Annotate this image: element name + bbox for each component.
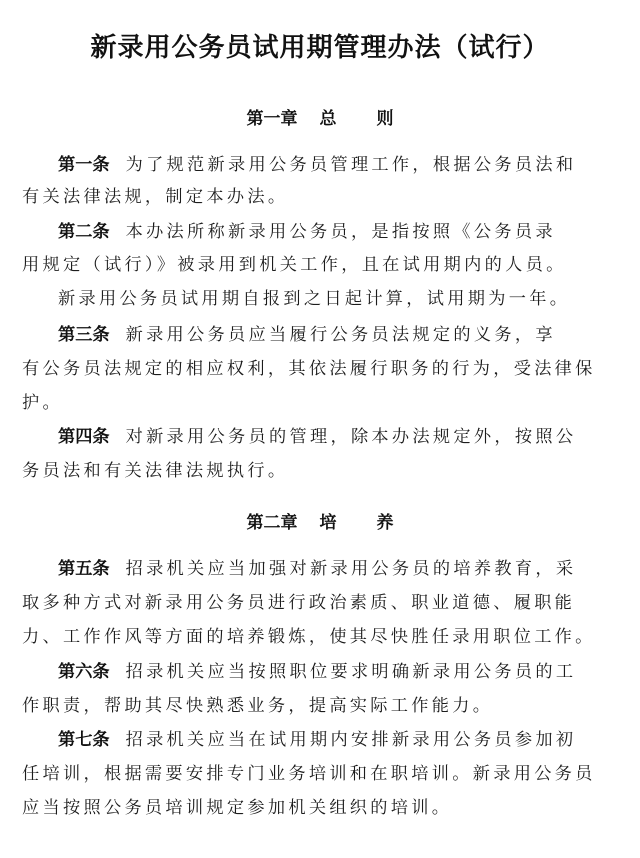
article-line: 任培训，根据需要安排专门业务培训和在职培训。新录用公务员 xyxy=(22,764,596,784)
article-line xyxy=(58,150,640,175)
article-text: 新录用公务员应当履行公务员法规定的义务，享 xyxy=(125,325,556,345)
article-line xyxy=(58,657,640,682)
article-label: 第六条 xyxy=(58,662,110,682)
article-text: 招录机关应当在试用期内安排新录用公务员参加初 xyxy=(125,730,577,750)
article-text: 为了规范新录用公务员管理工作，根据公务员法和 xyxy=(125,155,577,175)
article-text: 招录机关应当加强对新录用公务员的培养教育，采 xyxy=(125,559,577,579)
article-label: 第三条 xyxy=(58,325,110,345)
article-label: 第五条 xyxy=(58,559,110,579)
article-line xyxy=(58,554,640,579)
article-label: 第四条 xyxy=(58,427,110,447)
article-line xyxy=(58,422,640,447)
article-line xyxy=(58,320,640,345)
article-line: 取多种方式对新录用公务员进行政治素质、职业道德、履职能 xyxy=(22,593,576,613)
chapter-number: 第一章 xyxy=(246,109,298,129)
article-line xyxy=(58,725,640,750)
chapter-title-char: 总 xyxy=(319,109,337,129)
article-line: 作职责，帮助其尽快熟悉业务，提高实际工作能力。 xyxy=(22,696,494,716)
article-line: 新录用公务员试用期自报到之日起计算，试用期为一年。 xyxy=(58,289,571,309)
article-text: 对新录用公务员的管理，除本办法规定外，按照公 xyxy=(125,427,577,447)
article-line: 护。 xyxy=(22,393,63,413)
article-text: 招录机关应当按照职位要求明确新录用公务员的工 xyxy=(125,662,577,682)
article-line: 务员法和有关法律法规执行。 xyxy=(22,461,289,481)
article-line xyxy=(58,217,640,242)
document-title: 新录用公务员试用期管理办法（试行） xyxy=(90,33,550,63)
article-label: 第七条 xyxy=(58,730,110,750)
chapter-title-char: 则 xyxy=(376,109,394,129)
article-line: 有公务员法规定的相应权利，其依法履行职务的行为，受法律保 xyxy=(22,359,596,379)
article-label: 第一条 xyxy=(58,155,110,175)
chapter-title-char: 养 xyxy=(376,513,394,533)
chapter-number: 第二章 xyxy=(246,513,298,533)
article-line: 力、工作作风等方面的培养锻炼，使其尽快胜任录用职位工作。 xyxy=(22,627,596,647)
article-line: 有关法律法规，制定本办法。 xyxy=(22,187,289,207)
article-label: 第二条 xyxy=(58,222,110,242)
article-line: 用规定（试行）》被录用到机关工作，且在试用期内的人员。 xyxy=(22,255,567,275)
article-text: 本办法所称新录用公务员，是指按照《公务员录 xyxy=(125,222,556,242)
chapter-heading xyxy=(0,104,640,129)
chapter-heading xyxy=(0,508,640,533)
chapter-title-char: 培 xyxy=(319,513,337,533)
article-line: 应当按照公务员培训规定参加机关组织的培训。 xyxy=(22,798,453,818)
